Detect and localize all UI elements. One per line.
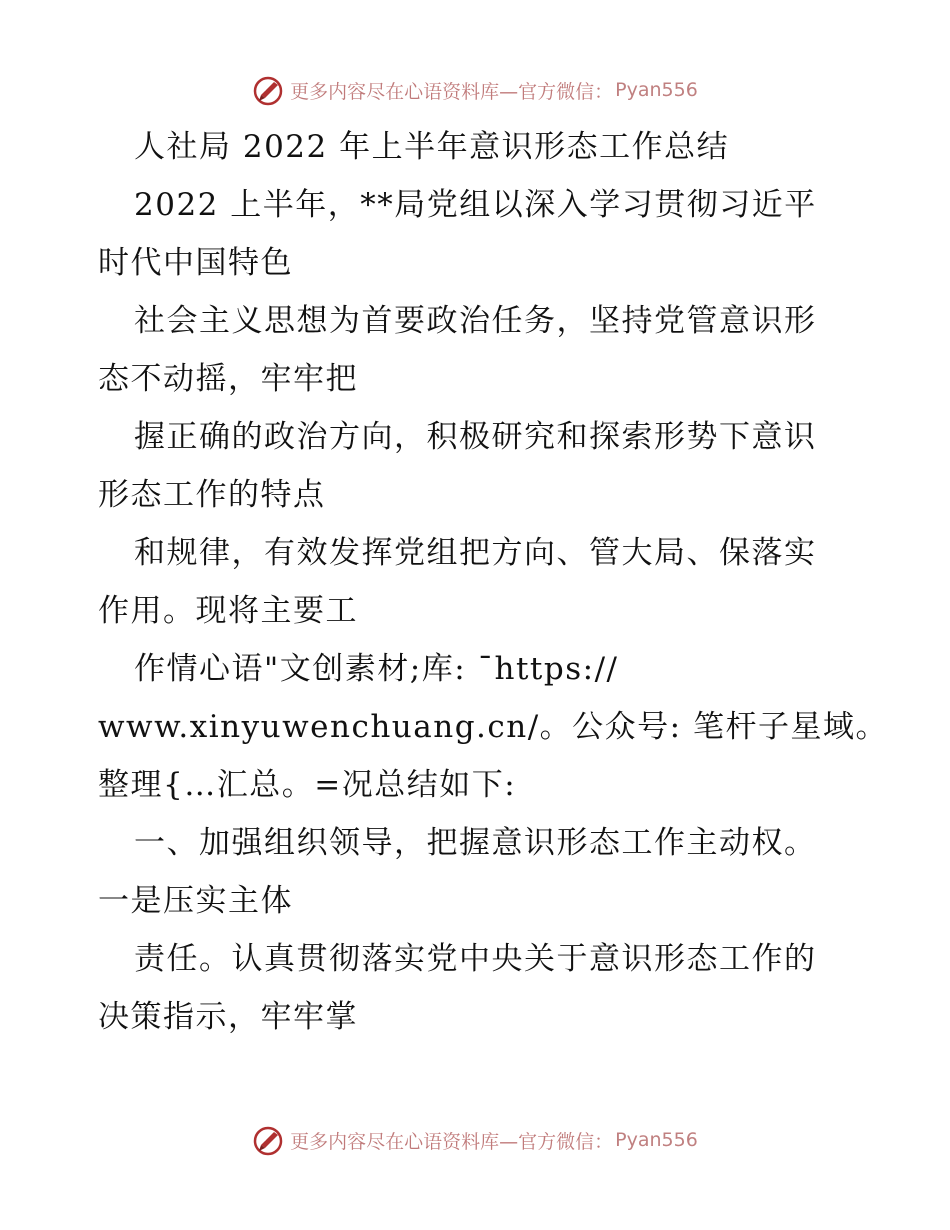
header-watermark xyxy=(0,70,950,110)
doc-line: 握正确的政治方向，积极研究和探索形势下意识 xyxy=(134,419,817,455)
doc-line: 作用。现将主要工 xyxy=(98,593,358,629)
doc-line: 社会主义思想为首要政治任务，坚持党管意识形 xyxy=(134,303,817,339)
watermark-text: 更多内容尽在心语资料库—官方微信： xyxy=(290,80,614,103)
doc-line: www.xinyuwenchuang.cn/。公众号: 笔杆子星域。 xyxy=(98,709,888,745)
doc-line: 整理{…汇总。=况总结如下: xyxy=(98,767,517,803)
watermark-wechat-id: Pyan556 xyxy=(615,1129,698,1151)
doc-line: 决策指示，牢牢掌 xyxy=(98,999,358,1035)
doc-line: 一、加强组织领导，把握意识形态工作主动权。 xyxy=(134,825,817,861)
doc-line: 责任。认真贯彻落实党中央关于意识形态工作的 xyxy=(134,941,817,977)
pen-logo-icon xyxy=(252,73,286,107)
doc-line: 作情心语"文创素材;库: ¯https:// xyxy=(134,651,619,687)
footer-watermark xyxy=(0,1120,950,1160)
watermark-wechat-id: Pyan556 xyxy=(615,79,698,101)
doc-line: 时代中国特色 xyxy=(98,245,293,281)
doc-title: 人社局 2022 年上半年意识形态工作总结 xyxy=(134,129,730,165)
doc-line: 2022 上半年，**局党组以深入学习贯彻习近平 xyxy=(134,187,817,223)
watermark-text: 更多内容尽在心语资料库—官方微信： xyxy=(290,1130,614,1153)
doc-line: 形态工作的特点 xyxy=(98,477,326,513)
doc-line: 一是压实主体 xyxy=(98,883,293,919)
pen-logo-icon xyxy=(252,1123,286,1157)
doc-line: 和规律，有效发挥党组把方向、管大局、保落实 xyxy=(134,535,817,571)
doc-line: 态不动摇，牢牢把 xyxy=(98,361,358,397)
